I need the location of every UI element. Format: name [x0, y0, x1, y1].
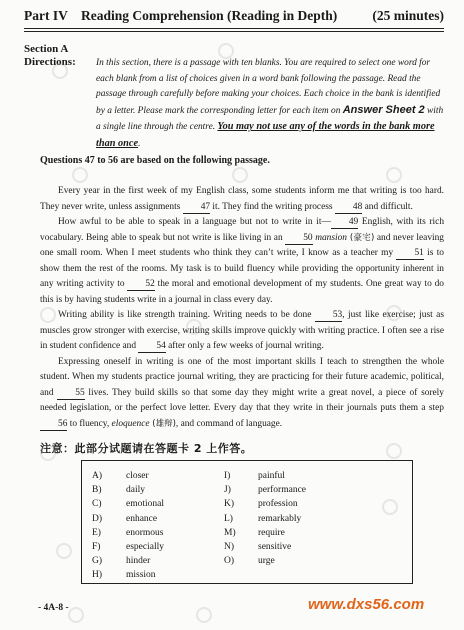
- option-letter: B): [92, 485, 102, 496]
- directions-label: Directions:: [24, 56, 76, 68]
- watermark-logo: [196, 604, 214, 623]
- p4-eloquence-cn: (雄辩): [149, 418, 176, 429]
- option-word: enhance: [126, 513, 158, 524]
- watermark-icon: [40, 307, 56, 323]
- word-bank-item: [224, 497, 306, 511]
- watermark-icon: [386, 167, 402, 183]
- word-bank-item: [92, 568, 164, 582]
- blank-52: 52: [127, 279, 154, 291]
- part-title: Reading Comprehension (Reading in Depth): [81, 8, 338, 23]
- p1-text-a: Every year in the first week of my English class, some students inform me that writing is too hard. They never write, unless assignments: [40, 186, 444, 212]
- word-bank-item: [224, 512, 306, 526]
- option-letter: L): [224, 513, 233, 524]
- option-letter: N): [224, 542, 235, 553]
- watermark-icon: [186, 319, 202, 335]
- option-word: sensitive: [258, 542, 292, 553]
- passage: [40, 184, 444, 432]
- time-limit: (25 minutes): [372, 8, 444, 23]
- watermark-logo: [218, 40, 236, 59]
- option-letter: E): [92, 527, 101, 538]
- word-bank-item: [92, 526, 164, 540]
- option-word: profession: [258, 499, 298, 510]
- word-bank-item: [92, 469, 164, 483]
- p1-text-c: it. They find the writing process: [210, 201, 335, 212]
- word-bank-item: [92, 540, 164, 554]
- answer-note: 注意：此部分试题请在答题卡 2 上作答。: [40, 442, 253, 455]
- watermark-icon: [40, 445, 56, 461]
- section-title: Section A: [24, 43, 69, 55]
- option-letter: I): [224, 471, 231, 481]
- watermark-icon: [56, 543, 72, 559]
- directions-text-2: with a single line through the centre.: [96, 105, 444, 133]
- watermark-icon: [382, 499, 398, 515]
- watermark-icon: [196, 607, 212, 623]
- option-letter: H): [92, 570, 103, 581]
- p2-text-f: the moral and emotional development of my students. One great way to do this is by having students write in a journal in class every day.: [40, 279, 444, 305]
- watermark-logo: [40, 304, 58, 323]
- passage-paragraph-1: [40, 184, 444, 215]
- blank-51: 51: [396, 248, 423, 260]
- p4-text-e: , and command of language.: [175, 418, 283, 429]
- blank-50: 50: [285, 233, 312, 245]
- watermark-logo: [382, 496, 400, 515]
- part-label: Part IV: [24, 8, 68, 23]
- option-word: painful: [258, 471, 285, 481]
- p4-text-b: lives. They build skills so that some day they might write a great novel, a piece of sorely needed legislation, or the perfect love letter. Every day that they write in their journals puts them a step: [40, 387, 444, 413]
- option-letter: K): [224, 499, 235, 510]
- watermark-logo: [40, 442, 58, 461]
- option-word: emotional: [126, 499, 164, 510]
- directions-text: [96, 56, 444, 153]
- blank-54: 54: [138, 341, 165, 353]
- watermark-icon: [52, 63, 68, 79]
- p4-text-c: to fluency,: [67, 418, 112, 429]
- option-word: urge: [258, 556, 275, 567]
- word-bank-item: [92, 497, 164, 511]
- p2-text-d: and never leaving one small room. When I meet students who think they can’t write, I know as a teacher my: [40, 232, 444, 258]
- directions-text-1: In this section, there is a passage with ten blanks. You are required to select one word for each blank from a list of choices given in a word bank following the passage. Read the passage through carefully before making your choices. Each choice in the bank is identified by a letter. Please mark the corresponding letter for each item on: [96, 58, 441, 116]
- p4-eloquence: eloquence: [111, 418, 150, 429]
- option-word: performance: [258, 485, 306, 496]
- p2-text-b: English, with its rich vocabulary. Being able to speak but not write is like living in an: [40, 217, 445, 243]
- word-bank-item: [224, 469, 306, 483]
- word-bank-item: [92, 554, 164, 568]
- blank-53: 53: [315, 310, 342, 322]
- word-bank: [81, 460, 413, 584]
- watermark-logo: [72, 164, 90, 183]
- blank-47: 47: [183, 202, 210, 214]
- option-word: require: [258, 527, 285, 538]
- watermark-logo: [56, 540, 74, 559]
- watermark-icon: [218, 43, 234, 59]
- p3-text-c: after only a few weeks of journal writing.: [165, 341, 324, 351]
- word-bank-item: [224, 540, 306, 554]
- option-word: daily: [126, 485, 145, 496]
- word-bank-item: [92, 512, 164, 526]
- p2-mansion-cn: (豪宅): [346, 232, 375, 243]
- watermark-logo: [386, 302, 404, 321]
- option-word: enormous: [126, 527, 164, 538]
- p3-text-b: , just like exercise; just as muscles grow stronger with exercise, writing skills improve quickly with writing practice. I often see a rise in student confidence and: [40, 310, 444, 351]
- option-letter: A): [92, 471, 103, 481]
- page-number: - 4A-8 -: [38, 603, 69, 613]
- passage-paragraph-4: [40, 355, 444, 433]
- directions-text-3: .: [138, 138, 141, 149]
- p2-text-e: is to show them the rest of the rooms. My task is to build fluency while providing the opportunity inherent in any writing activity to: [40, 248, 444, 289]
- option-letter: M): [224, 527, 236, 538]
- p2-text-a: How awful to be able to speak in a language but not to write in it—: [58, 217, 331, 227]
- word-bank-left-column: [92, 469, 164, 583]
- site-url: www.dxs56.com: [308, 596, 425, 613]
- option-word: remarkably: [258, 513, 302, 524]
- passage-paragraph-3: [40, 308, 444, 355]
- blank-48: 48: [335, 202, 362, 214]
- option-letter: J): [224, 485, 231, 496]
- passage-paragraph-2: [40, 215, 444, 308]
- blank-55: 55: [57, 388, 84, 400]
- header-rule-top: [24, 28, 444, 29]
- p4-text-a: Expressing oneself in writing is one of the most important skills I teach to strengthen the whole student. When my students practice journal writing, they are practicing for their future academic, political, and: [40, 356, 444, 398]
- word-bank-item: [224, 526, 306, 540]
- watermark-logo: [186, 316, 204, 335]
- option-letter: G): [92, 556, 103, 567]
- option-word: mission: [126, 570, 156, 581]
- watermark-logo: [52, 60, 70, 79]
- questions-heading: Questions 47 to 56 are based on the following passage.: [40, 155, 270, 166]
- word-bank-item: [224, 483, 306, 497]
- directions-emphasis: You may not use any of the words in the bank more than once: [96, 121, 435, 149]
- p3-text-a: Writing ability is like strength training. Writing needs to be done: [58, 310, 315, 320]
- watermark-logo: [232, 164, 250, 183]
- option-word: especially: [126, 542, 164, 553]
- watermark-logo: [386, 164, 404, 183]
- watermark-icon: [72, 167, 88, 183]
- option-word: hinder: [126, 556, 151, 567]
- watermark-icon: [386, 305, 402, 321]
- blank-49: 49: [331, 217, 358, 229]
- word-bank-right-column: [224, 469, 306, 568]
- option-letter: C): [92, 499, 102, 510]
- blank-56: 56: [40, 419, 67, 431]
- p2-mansion: mansion: [315, 232, 347, 243]
- header-rule-bottom: [24, 31, 444, 32]
- watermark-icon: [386, 443, 402, 459]
- answer-sheet-label: Answer Sheet 2: [342, 103, 425, 116]
- option-letter: D): [92, 513, 103, 524]
- option-letter: O): [224, 556, 235, 567]
- word-bank-item: [92, 483, 164, 497]
- watermark-icon: [68, 607, 84, 623]
- watermark-icon: [232, 167, 248, 183]
- option-word: closer: [126, 471, 149, 481]
- word-bank-item: [224, 554, 306, 568]
- option-letter: F): [92, 542, 101, 553]
- p1-text-d: and difficult.: [362, 201, 413, 212]
- watermark-logo: [386, 440, 404, 459]
- watermark-logo: [68, 604, 86, 623]
